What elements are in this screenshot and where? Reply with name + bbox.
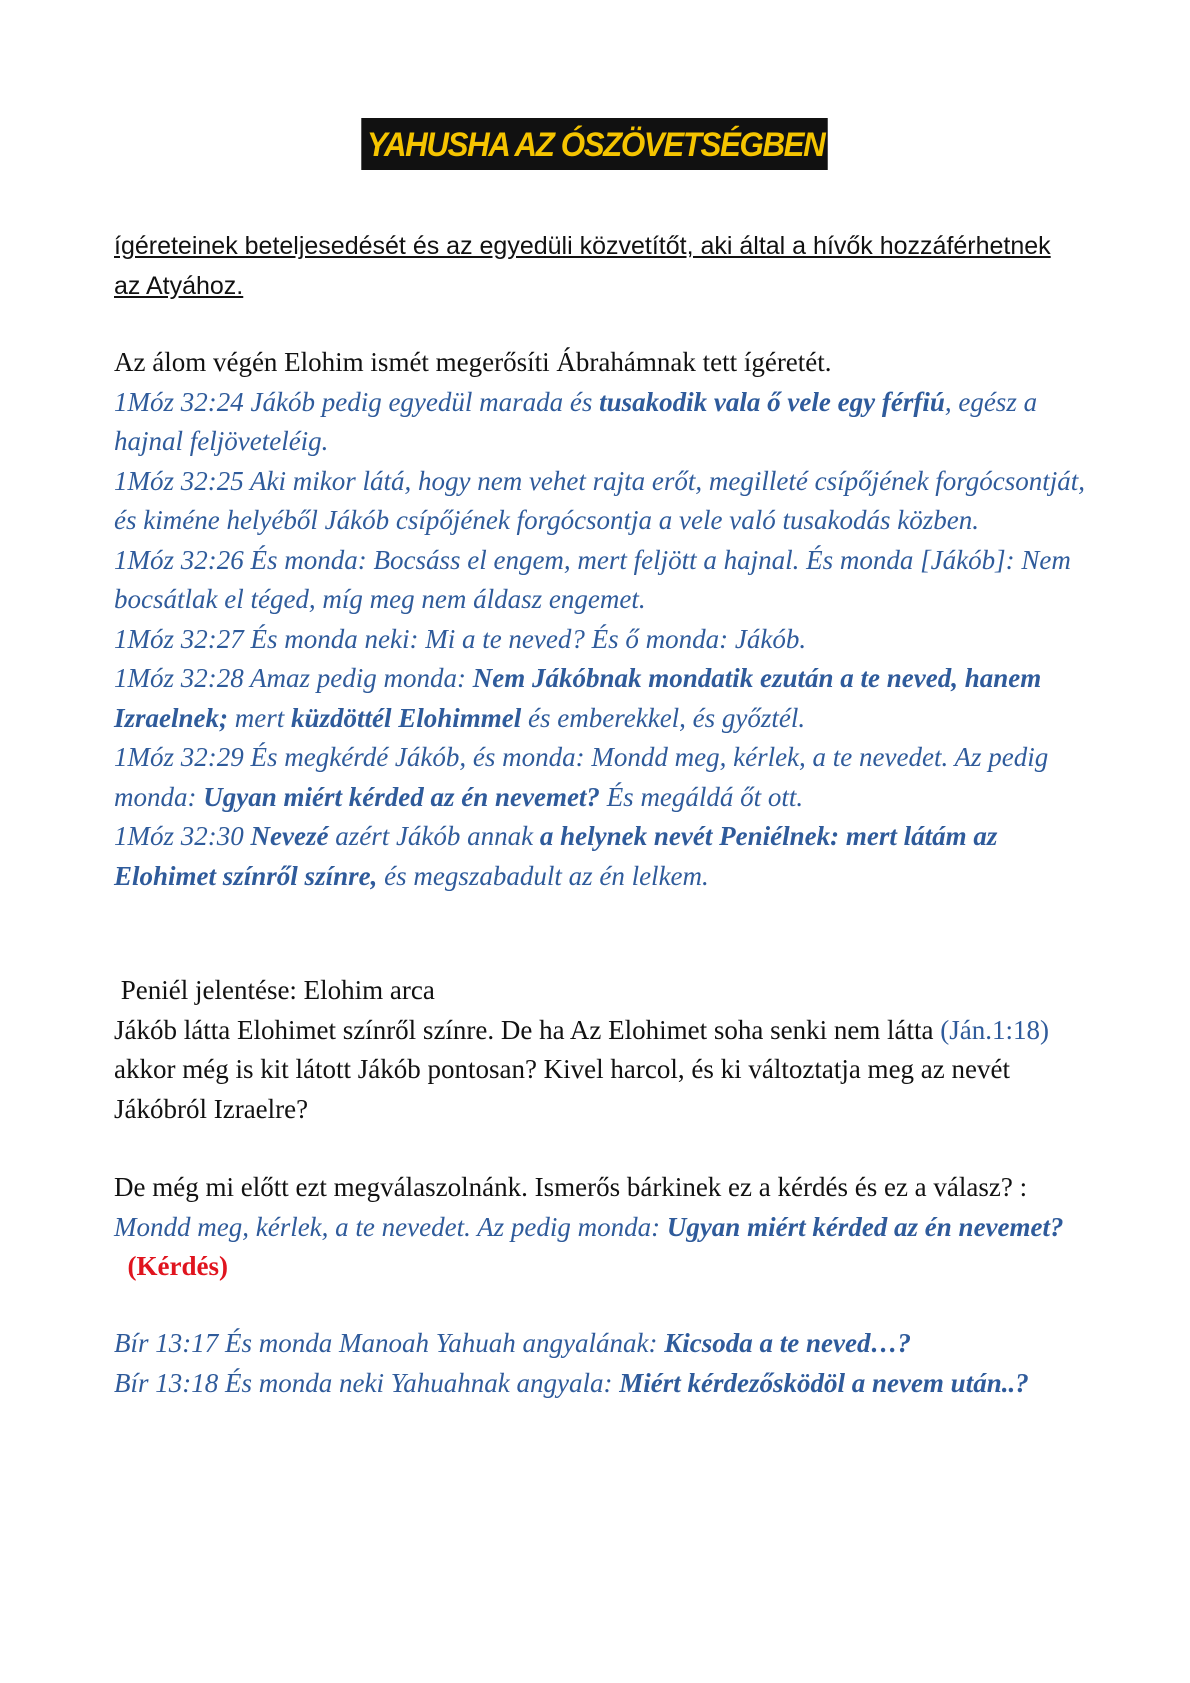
spacer [114, 1251, 128, 1281]
verse-emphasis: Ugyan miért kérded az én nevemet? [203, 781, 600, 812]
verse-text: mert [228, 702, 291, 733]
verse-text: , egész a hajnal feljöveteléig. [114, 386, 1038, 456]
verse-text: 1Móz 32:29 És megkérdé Jákób, és monda: Mondd meg, kérlek, a te nevedet. Az pedig monda: [114, 742, 1049, 812]
verse-text: És megáldá őt ott. [599, 781, 804, 812]
title-container [0, 118, 1190, 170]
verse-emphasis: tusakodik vala ő vele egy férfiú [599, 386, 945, 417]
intro-sentence: Az álom végén Elohim ismét megerősíti Ábrahámnak tett ígéretét. [114, 347, 832, 377]
verse-text: Bír 13:18 És monda neki Yahuahnak angyala: [114, 1367, 620, 1398]
verse-emphasis: Kicsoda a te neved…? [664, 1328, 911, 1358]
verse-text: azért Jákób annak [328, 821, 540, 851]
verse-32-27: 1Móz 32:27 És monda neki: Mi a te neved? És ő monda: Jákób. [114, 623, 807, 654]
paragraph-text: akkor még is kit látott Jákób pontosan? Kivel harcol, és ki változtatja meg az nevét Jákóbról Izraelre? [114, 1054, 1010, 1124]
page-title: YAHUSHA AZ ÓSZÖVETSÉGBEN [362, 118, 829, 170]
question-label: (Kérdés) [127, 1251, 228, 1281]
verse-13-18 [114, 1364, 1094, 1404]
verse-text: 1Móz 32:30 [114, 821, 251, 851]
verse-text: 1Móz 32:28 Amaz pedig monda: [114, 663, 473, 693]
scripture-reference: (Ján.1:18) [940, 1014, 1050, 1045]
peniel-paragraph [114, 1011, 1094, 1130]
intro-paragraph: ígéreteinek beteljesedését és az egyedüli közvetítőt, aki által a hívők hozzáférhetnek az Atyához. [114, 232, 1051, 300]
verse-32-24 [114, 383, 1094, 462]
verse-text: és megszabadult az én lelkem. [377, 860, 709, 891]
quote-emphasis: Ugyan miért kérded az én nevemet? [666, 1211, 1064, 1242]
question-paragraph [114, 1168, 1094, 1287]
verse-32-30 [114, 817, 1094, 896]
verse-emphasis: Nem Jákóbnak mondatik ezután a te neved, hanem Izraelnek; [114, 663, 1042, 733]
verse-32-25: 1Móz 32:25 Aki mikor látá, hogy nem vehet rajta erőt, megilleté csípőjének forgócsontját, és kiméne helyéből Jákób csípőjének forgócsontja a vele való tusakodás közben. [114, 465, 1086, 535]
peniel-meaning: Peniél jelentése: Elohim arca [114, 975, 435, 1005]
verse-text: 1Móz 32:24 Jákób pedig egyedül marada és [114, 386, 600, 417]
verse-13-17 [114, 1324, 1094, 1364]
paragraph-text: De még mi előtt ezt megválaszolnánk. Ismerős bárkinek ez a kérdés és ez a válasz? : [114, 1172, 1028, 1202]
verse-32-28 [114, 659, 1094, 738]
question-section [114, 1168, 1094, 1287]
scripture-section [114, 343, 1094, 896]
peniel-section [114, 971, 1094, 1129]
verse-emphasis: Miért kérdezősködöl a nevem után..? [619, 1367, 1029, 1398]
verse-32-26: 1Móz 32:26 És monda: Bocsáss el engem, mert feljött a hajnal. És monda [Jákób]: Nem bocsátlak el téged, míg meg nem áldasz engemet. [114, 544, 1071, 614]
quote-text: Mondd meg, kérlek, a te nevedet. Az pedig monda: [114, 1211, 667, 1242]
verse-text: és emberekkel, és győztél. [521, 702, 806, 733]
judges-section [114, 1324, 1094, 1403]
verse-emphasis: a helynek nevét Peniélnek: mert látám az Elohimet színről színre, [114, 821, 998, 891]
verse-emphasis: Nevezé [250, 821, 329, 851]
verse-32-29 [114, 738, 1094, 817]
paragraph-text: Jákób látta Elohimet színről színre. De ha Az Elohimet soha senki nem látta [114, 1014, 941, 1045]
verse-text: Bír 13:17 És monda Manoah Yahuah angyalának: [114, 1328, 665, 1358]
verse-emphasis: küzdöttél Elohimmel [291, 702, 522, 733]
